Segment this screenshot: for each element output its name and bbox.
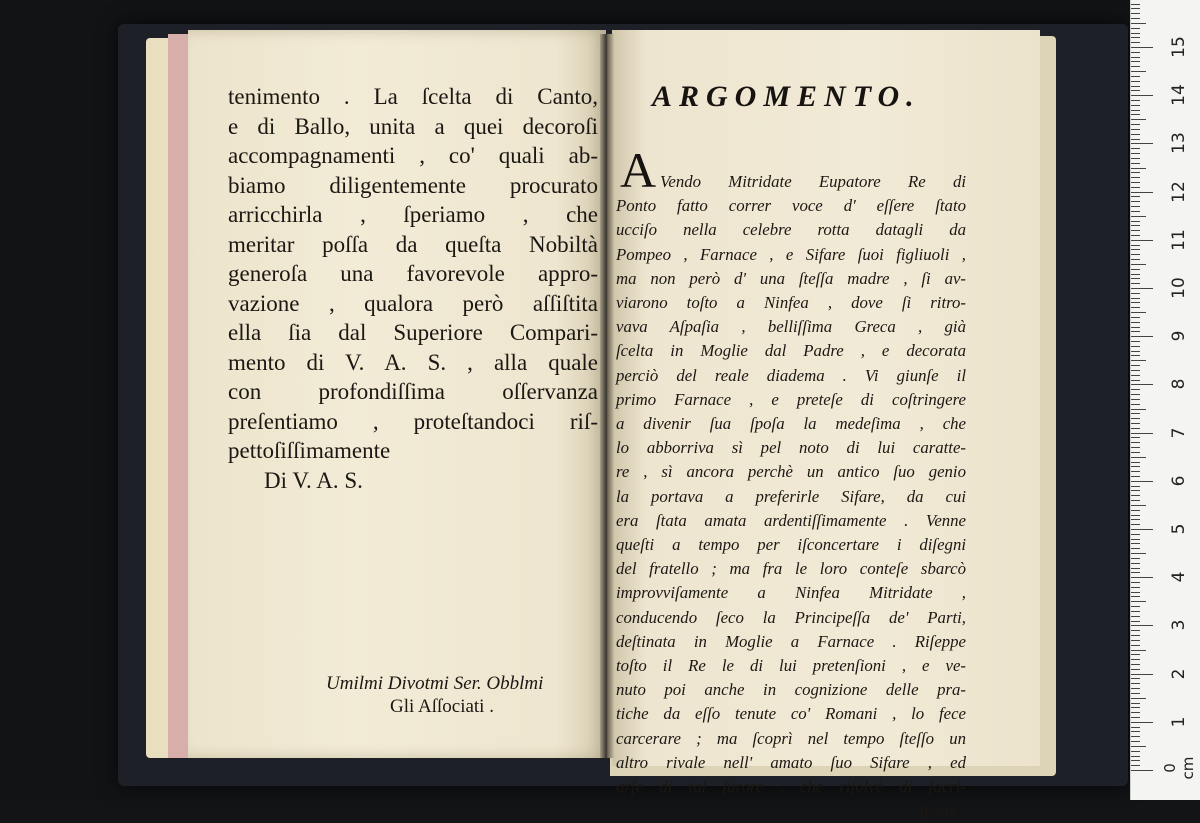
ruler-tick <box>1131 95 1153 96</box>
ruler-tick <box>1131 731 1140 732</box>
ruler-tick <box>1131 413 1140 414</box>
ruler-tick <box>1131 298 1140 299</box>
ruler-tick <box>1131 119 1146 120</box>
ruler-tick <box>1131 558 1140 559</box>
ruler-tick <box>1131 601 1146 602</box>
text-line: a divenir ſua ſpoſa la medeſima , che <box>616 414 966 434</box>
text-line: carcerare ; ma ſcoprì nel tempo ſteſſo un <box>616 728 966 748</box>
ruler-tick <box>1131 741 1140 742</box>
text-line: tiche da eſſo tenute co' Romani , lo fece <box>616 704 966 724</box>
ruler-tick <box>1131 625 1153 626</box>
ruler-tick <box>1131 756 1140 757</box>
ruler-number: 3 <box>1169 619 1189 631</box>
text-line: ella ſia dal Superiore Compari- <box>228 320 598 345</box>
ruler-number: 2 <box>1169 668 1189 680</box>
ruler-tick <box>1131 423 1140 424</box>
text-line: primo Farnace , e preteſe di coſtringere <box>616 389 966 409</box>
ruler-tick <box>1131 621 1140 622</box>
ruler-tick <box>1131 433 1153 434</box>
ruler-tick <box>1131 124 1140 125</box>
ruler-number: 13 <box>1169 132 1189 155</box>
ruler-tick <box>1131 307 1140 308</box>
ruler-tick <box>1131 47 1153 48</box>
ruler-tick <box>1131 168 1146 169</box>
text-line: vazione , qualora però aſſiſtita <box>228 290 598 316</box>
ruler-tick <box>1131 269 1140 270</box>
ruler-tick <box>1131 770 1153 771</box>
left-page-text <box>228 82 598 495</box>
ruler-tick <box>1131 693 1140 694</box>
ruler-tick <box>1131 66 1140 67</box>
ruler-tick <box>1131 539 1140 540</box>
ruler-tick <box>1131 259 1140 260</box>
ruler-tick <box>1131 495 1140 496</box>
ruler-number: 10 <box>1169 277 1189 299</box>
ruler-tick <box>1131 486 1140 487</box>
ruler-tick <box>1131 351 1140 352</box>
ruler-tick <box>1131 630 1140 631</box>
ruler-tick <box>1131 577 1153 578</box>
signature-block <box>326 672 594 718</box>
ruler-tick <box>1131 654 1140 655</box>
ruler-tick <box>1131 76 1140 77</box>
text-line: conducendo ſeco la Principeſſa de' Parti, <box>616 607 966 627</box>
ruler-tick <box>1131 712 1140 713</box>
ruler-tick <box>1131 134 1140 135</box>
ruler-tick <box>1131 23 1146 24</box>
ruler-tick <box>1131 659 1140 660</box>
text-line: altro rivale nell' amato ſuo Sifare , ed <box>616 752 966 772</box>
ruler-tick <box>1131 380 1140 381</box>
ruler-tick <box>1131 447 1140 448</box>
ruler-tick <box>1131 114 1140 115</box>
ruler-tick <box>1131 399 1140 400</box>
ruler-tick <box>1131 462 1140 463</box>
ruler-tick <box>1131 177 1140 178</box>
ruler-tick <box>1131 302 1140 303</box>
ruler-number: 12 <box>1169 180 1189 203</box>
ruler-tick <box>1131 355 1140 356</box>
ruler-tick <box>1131 28 1140 29</box>
page-title: ARGOMENTO. <box>652 80 921 113</box>
ruler-tick <box>1131 428 1140 429</box>
ruler-tick <box>1131 437 1140 438</box>
text-line: arſe di tal furore , che riſolvè di ſacri- <box>616 777 966 797</box>
ruler-tick <box>1131 235 1140 236</box>
ruler-tick <box>1131 153 1140 154</box>
ruler-tick <box>1131 33 1140 34</box>
ruler-tick <box>1131 90 1140 91</box>
ruler-tick <box>1131 736 1140 737</box>
ruler-tick <box>1131 384 1153 385</box>
text-line: ſcelta in Moglie dal Padre , e decorata <box>616 341 966 361</box>
text-line: vava Aſpaſia , belliſſima Greca , già <box>616 317 966 337</box>
ruler-tick <box>1131 312 1146 313</box>
ruler-tick <box>1131 727 1140 728</box>
ruler-tick <box>1131 519 1140 520</box>
ruler-tick <box>1131 515 1140 516</box>
text-line: meritar poſſa da queſta Nobiltà <box>228 231 598 257</box>
ruler-tick <box>1131 688 1140 689</box>
ruler-tick <box>1131 129 1140 130</box>
text-line: e di Ballo, unita a quei decoroſi <box>228 113 598 139</box>
ruler-tick <box>1131 37 1140 38</box>
ruler-tick <box>1131 640 1140 641</box>
ruler-tick <box>1131 86 1140 87</box>
ruler-tick <box>1131 596 1140 597</box>
ruler-tick <box>1131 543 1140 544</box>
ruler-tick <box>1131 582 1140 583</box>
ruler-number: 5 <box>1169 523 1189 535</box>
ruler-tick <box>1131 71 1146 72</box>
ruler-number: 7 <box>1169 427 1189 439</box>
ruler-number: 6 <box>1169 475 1189 487</box>
ruler-tick <box>1131 394 1140 395</box>
ruler-tick <box>1131 105 1140 106</box>
ruler-number: 14 <box>1169 84 1189 107</box>
ruler-tick <box>1131 404 1140 405</box>
text-line: pettoſiſſimamente <box>228 438 391 463</box>
measuring-ruler <box>1130 0 1200 800</box>
ruler-tick <box>1131 466 1140 467</box>
ruler-tick <box>1131 52 1140 53</box>
ruler-tick <box>1131 568 1140 569</box>
ruler-tick <box>1131 81 1140 82</box>
text-line: preſentiamo , proteſtandoci riſ- <box>228 408 598 434</box>
ruler-tick <box>1131 524 1140 525</box>
ruler-tick <box>1131 698 1146 699</box>
book-gutter <box>600 34 614 758</box>
ruler-tick <box>1131 510 1140 511</box>
ruler-tick <box>1131 409 1146 410</box>
ruler-tick <box>1131 283 1140 284</box>
ruler-tick <box>1131 418 1140 419</box>
ruler-tick <box>1131 370 1140 371</box>
ruler-number: 4 <box>1169 571 1189 583</box>
text-line: deſtinata in Moglie a Farnace . Riſeppe <box>616 631 966 651</box>
ruler-tick <box>1131 245 1140 246</box>
ruler-tick <box>1131 471 1140 472</box>
ruler-tick <box>1131 192 1153 193</box>
ruler-tick <box>1131 572 1140 573</box>
ruler-number: 11 <box>1169 228 1189 251</box>
ruler-tick <box>1131 664 1140 665</box>
text-line: re , sì ancora perchè un antico ſuo genio <box>616 462 966 482</box>
ruler-tick <box>1131 249 1140 250</box>
ruler-tick <box>1131 100 1140 101</box>
text-line: accompagnamenti , co' quali ab- <box>228 143 598 168</box>
text-line: ucciſo nella celebre rotta datagli da <box>616 220 966 240</box>
ruler-tick <box>1131 230 1140 231</box>
ruler-tick <box>1131 264 1146 265</box>
text-line: toſto il Re le di lui pretenſioni , e ve- <box>616 656 966 676</box>
ruler-tick <box>1131 616 1140 617</box>
signature-line-1: Umilmi Divotmi Ser. Obblmi <box>326 673 544 694</box>
ruler-tick <box>1131 375 1140 376</box>
ruler-tick <box>1131 254 1140 255</box>
ruler-tick <box>1131 240 1153 241</box>
text-line: queſti a tempo per iſconcertare i diſegni <box>616 535 966 555</box>
ruler-tick <box>1131 760 1140 761</box>
ruler-tick <box>1131 196 1140 197</box>
ruler-tick <box>1131 163 1140 164</box>
text-line: Vendo Mitridate Eupatore Re di <box>660 172 966 191</box>
right-page-text <box>616 170 966 823</box>
signature-line-2: Gli Aſſociati . <box>390 696 494 717</box>
ruler-tick <box>1131 278 1140 279</box>
ruler-tick <box>1131 389 1140 390</box>
ruler-tick <box>1131 293 1140 294</box>
text-line: perciò del reale diadema . Vi giunſe il <box>616 365 966 385</box>
salutation: Di V. A. S. <box>264 467 363 493</box>
ruler-tick <box>1131 650 1146 651</box>
ruler-tick <box>1131 722 1153 723</box>
ruler-tick <box>1131 611 1140 612</box>
ruler-tick <box>1131 4 1140 5</box>
ruler-tick <box>1131 172 1140 173</box>
ruler-tick <box>1131 529 1153 530</box>
ruler-tick <box>1131 201 1140 202</box>
ruler-tick <box>1131 452 1140 453</box>
ruler-tick <box>1131 563 1140 564</box>
ruler-tick <box>1131 61 1140 62</box>
catchword: ficare <box>919 801 958 821</box>
text-line: con profondiſſima oſſervanza <box>228 379 598 404</box>
text-line: del fratello ; ma fra le loro conteſe sbarcò <box>616 559 966 579</box>
ruler-tick <box>1131 592 1140 593</box>
ruler-tick <box>1131 360 1146 361</box>
ruler-tick <box>1131 322 1140 323</box>
ruler-tick <box>1131 751 1140 752</box>
ruler-tick <box>1131 606 1140 607</box>
ruler-number: 1 <box>1169 716 1189 728</box>
ruler-tick <box>1131 211 1140 212</box>
ruler-tick <box>1131 678 1140 679</box>
text-line: Ponto fatto correr voce d' eſſere ſtato <box>616 196 966 216</box>
ruler-tick <box>1131 365 1140 366</box>
ruler-tick <box>1131 274 1140 275</box>
ruler-tick <box>1131 42 1140 43</box>
ruler-tick <box>1131 336 1153 337</box>
text-line: era ſtata amata ardentiſſimamente . Venne <box>616 510 966 530</box>
drop-cap: A <box>620 142 657 198</box>
text-line: lo abborriva sì pel noto di lui caratte- <box>616 438 966 458</box>
text-line: generoſa una favorevole appro- <box>228 261 598 286</box>
ruler-tick <box>1131 110 1140 111</box>
ruler-tick <box>1131 327 1140 328</box>
ruler-tick <box>1131 587 1140 588</box>
ruler-unit-label: 0 cm <box>1161 756 1197 780</box>
ruler-tick <box>1131 703 1140 704</box>
ruler-tick <box>1131 553 1146 554</box>
ruler-tick <box>1131 187 1140 188</box>
ruler-tick <box>1131 635 1140 636</box>
text-line: ma non però d' una ſteſſa madre , ſi av- <box>616 268 966 288</box>
ruler-tick <box>1131 481 1153 482</box>
ruler-tick <box>1131 683 1140 684</box>
ruler-tick <box>1131 331 1140 332</box>
ruler-tick <box>1131 216 1146 217</box>
ruler-tick <box>1131 139 1140 140</box>
ruler-tick <box>1131 534 1140 535</box>
text-line: Pompeo , Farnace , e Sifare ſuoi figliuoli , <box>616 244 966 264</box>
ruler-number: 8 <box>1169 378 1189 390</box>
ruler-number: 15 <box>1169 36 1189 58</box>
ruler-tick <box>1131 13 1140 14</box>
ruler-tick <box>1131 57 1140 58</box>
text-line: biamo diligentemente procurato <box>228 172 598 198</box>
ruler-tick <box>1131 765 1140 766</box>
ruler-tick <box>1131 669 1140 670</box>
ruler-tick <box>1131 341 1140 342</box>
ruler-number: 9 <box>1169 330 1189 342</box>
ruler-tick <box>1131 490 1140 491</box>
ruler-tick <box>1131 288 1153 289</box>
text-line: viarono toſto a Ninfea , dove ſi ritro- <box>616 293 966 313</box>
ruler-tick <box>1131 645 1140 646</box>
ruler-tick <box>1131 8 1140 9</box>
ruler-tick <box>1131 505 1146 506</box>
ruler-tick <box>1131 442 1140 443</box>
ruler-tick <box>1131 346 1140 347</box>
text-line: arricchirla , ſperiamo , che <box>228 202 598 227</box>
ruler-tick <box>1131 148 1140 149</box>
ruler-tick <box>1131 158 1140 159</box>
text-line: nuto poi anche in cognizione delle pra- <box>616 680 966 700</box>
text-line: mento di V. A. S. , alla quale <box>228 349 598 375</box>
ruler-tick <box>1131 707 1140 708</box>
ruler-tick <box>1131 746 1146 747</box>
text-line: improvviſamente a Ninfea Mitridate , <box>616 583 966 603</box>
ruler-tick <box>1131 548 1140 549</box>
ruler-tick <box>1131 225 1140 226</box>
ruler-tick <box>1131 674 1153 675</box>
ruler-tick <box>1131 221 1140 222</box>
ruler-tick <box>1131 476 1140 477</box>
ruler-tick <box>1131 457 1146 458</box>
ruler-tick <box>1131 500 1140 501</box>
text-line: tenimento . La ſcelta di Canto, <box>228 84 598 109</box>
text-line: la portava a preferirle Sifare, da cui <box>616 486 966 506</box>
ruler-tick <box>1131 143 1153 144</box>
ruler-tick <box>1131 717 1140 718</box>
ruler-tick <box>1131 18 1140 19</box>
ruler-tick <box>1131 206 1140 207</box>
ruler-tick <box>1131 317 1140 318</box>
ruler-tick <box>1131 182 1140 183</box>
